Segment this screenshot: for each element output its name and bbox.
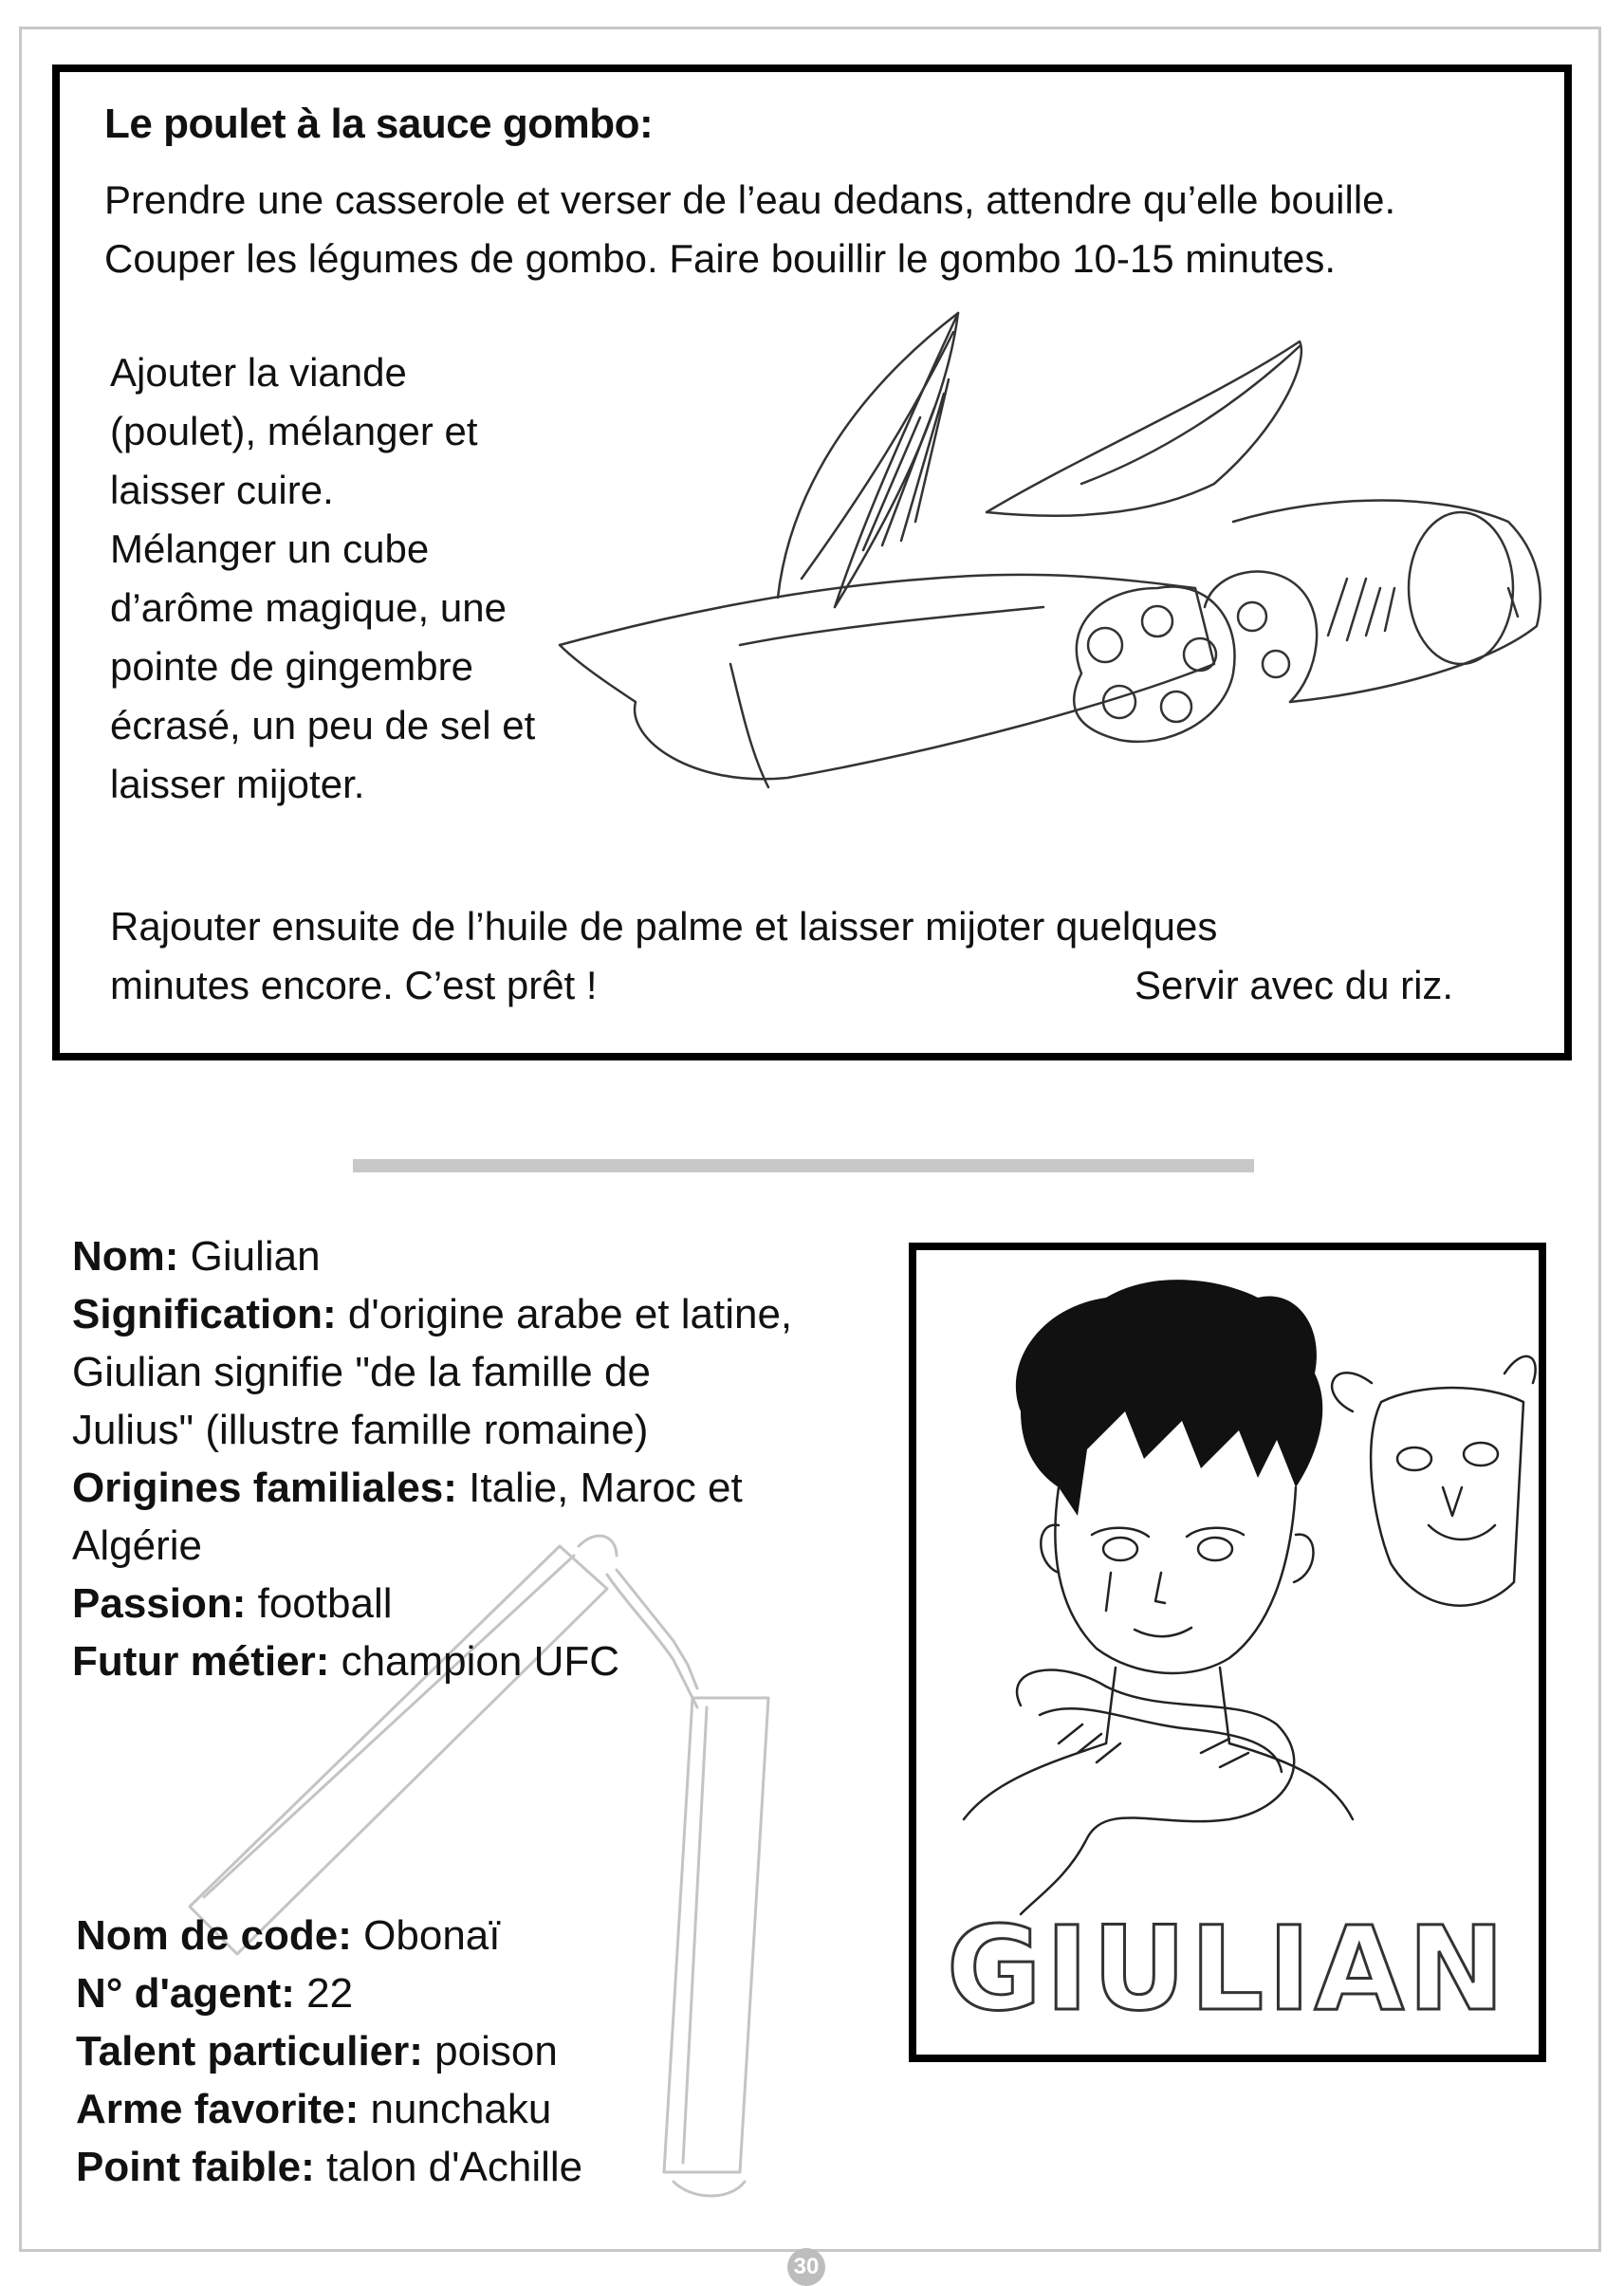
- profile-label: Arme favorite:: [76, 2086, 360, 2132]
- portrait-frame: [909, 1243, 1546, 2062]
- profile-label: Talent particulier:: [76, 2028, 423, 2074]
- profile-value: 22: [294, 1970, 354, 2017]
- agent-number: [76, 1964, 582, 2022]
- agent-talent: [76, 2022, 582, 2080]
- portrait-name-lettering: GIULIAN: [946, 1902, 1509, 2037]
- profile-value: Obonaï: [351, 1912, 501, 1959]
- profile-nom: [72, 1227, 792, 1285]
- agent-weapon: [76, 2080, 582, 2138]
- recipe-final-line: Rajouter ensuite de l’huile de palme et laisser mijoter quelques: [110, 904, 1218, 949]
- section-divider: [353, 1159, 1254, 1172]
- profile-value: Italie, Maroc et: [456, 1465, 743, 1511]
- profile-label: Origines familiales:: [72, 1465, 457, 1511]
- recipe-final: [110, 897, 1217, 1015]
- agent-weakness: [76, 2138, 582, 2196]
- profile-value: nunchaku: [359, 2086, 552, 2132]
- recipe-step-line: (poulet), mélanger et: [110, 409, 478, 453]
- profile-label: N° d'agent:: [76, 1970, 295, 2017]
- profile-label: Futur métier:: [72, 1638, 330, 1685]
- agent-info: [76, 1907, 582, 2196]
- recipe-final-line: minutes encore. C’est prêt !: [110, 963, 598, 1007]
- profile-value: talon d'Achille: [314, 2144, 583, 2190]
- profile-origines: [72, 1459, 792, 1517]
- recipe-serve: Servir avec du riz.: [1135, 963, 1454, 1007]
- profile-value: poison: [422, 2028, 558, 2074]
- profile-signification-line: Giulian signifie "de la famille de: [72, 1349, 651, 1395]
- recipe-step-line: laisser cuire.: [110, 468, 334, 512]
- profile-value: football: [246, 1580, 393, 1627]
- recipe-step-line: écrasé, un peu de sel et: [110, 703, 536, 747]
- recipe-step-line: Mélanger un cube: [110, 526, 430, 571]
- profile-info: [72, 1227, 792, 1690]
- profile-label: Passion:: [72, 1580, 247, 1627]
- profile-origines-line: Algérie: [72, 1522, 202, 1569]
- recipe-step-line: laisser mijoter.: [110, 762, 365, 806]
- profile-label: Signification:: [72, 1291, 337, 1337]
- profile-label: Point faible:: [76, 2144, 315, 2190]
- profile-metier: [72, 1632, 792, 1690]
- agent-code: [76, 1907, 582, 1964]
- profile-signification-line: Julius" (illustre famille romaine): [72, 1407, 649, 1453]
- recipe-steps: [110, 343, 535, 814]
- profile-label: Nom:: [72, 1233, 179, 1280]
- profile-passion: [72, 1575, 792, 1632]
- profile-value: champion UFC: [329, 1638, 620, 1685]
- profile-value: Giulian: [178, 1233, 321, 1280]
- recipe-intro-line: Prendre une casserole et verser de l’eau dedans, attendre qu’elle bouille.: [104, 177, 1396, 222]
- okra-illustration: [550, 304, 1556, 835]
- recipe-intro: [104, 171, 1395, 288]
- portrait-drawing: [916, 1250, 1539, 2055]
- profile-label: Nom de code:: [76, 1912, 352, 1959]
- profile-value: d'origine arabe et latine,: [336, 1291, 793, 1337]
- recipe-title: Le poulet à la sauce gombo:: [104, 101, 654, 147]
- page-number: 30: [787, 2248, 825, 2286]
- recipe-step-line: d’arôme magique, une: [110, 585, 507, 630]
- recipe-step-line: Ajouter la viande: [110, 350, 407, 395]
- profile-signification: [72, 1285, 792, 1343]
- recipe-step-line: pointe de gingembre: [110, 644, 473, 689]
- recipe-intro-line: Couper les légumes de gombo. Faire bouillir le gombo 10-15 minutes.: [104, 236, 1337, 281]
